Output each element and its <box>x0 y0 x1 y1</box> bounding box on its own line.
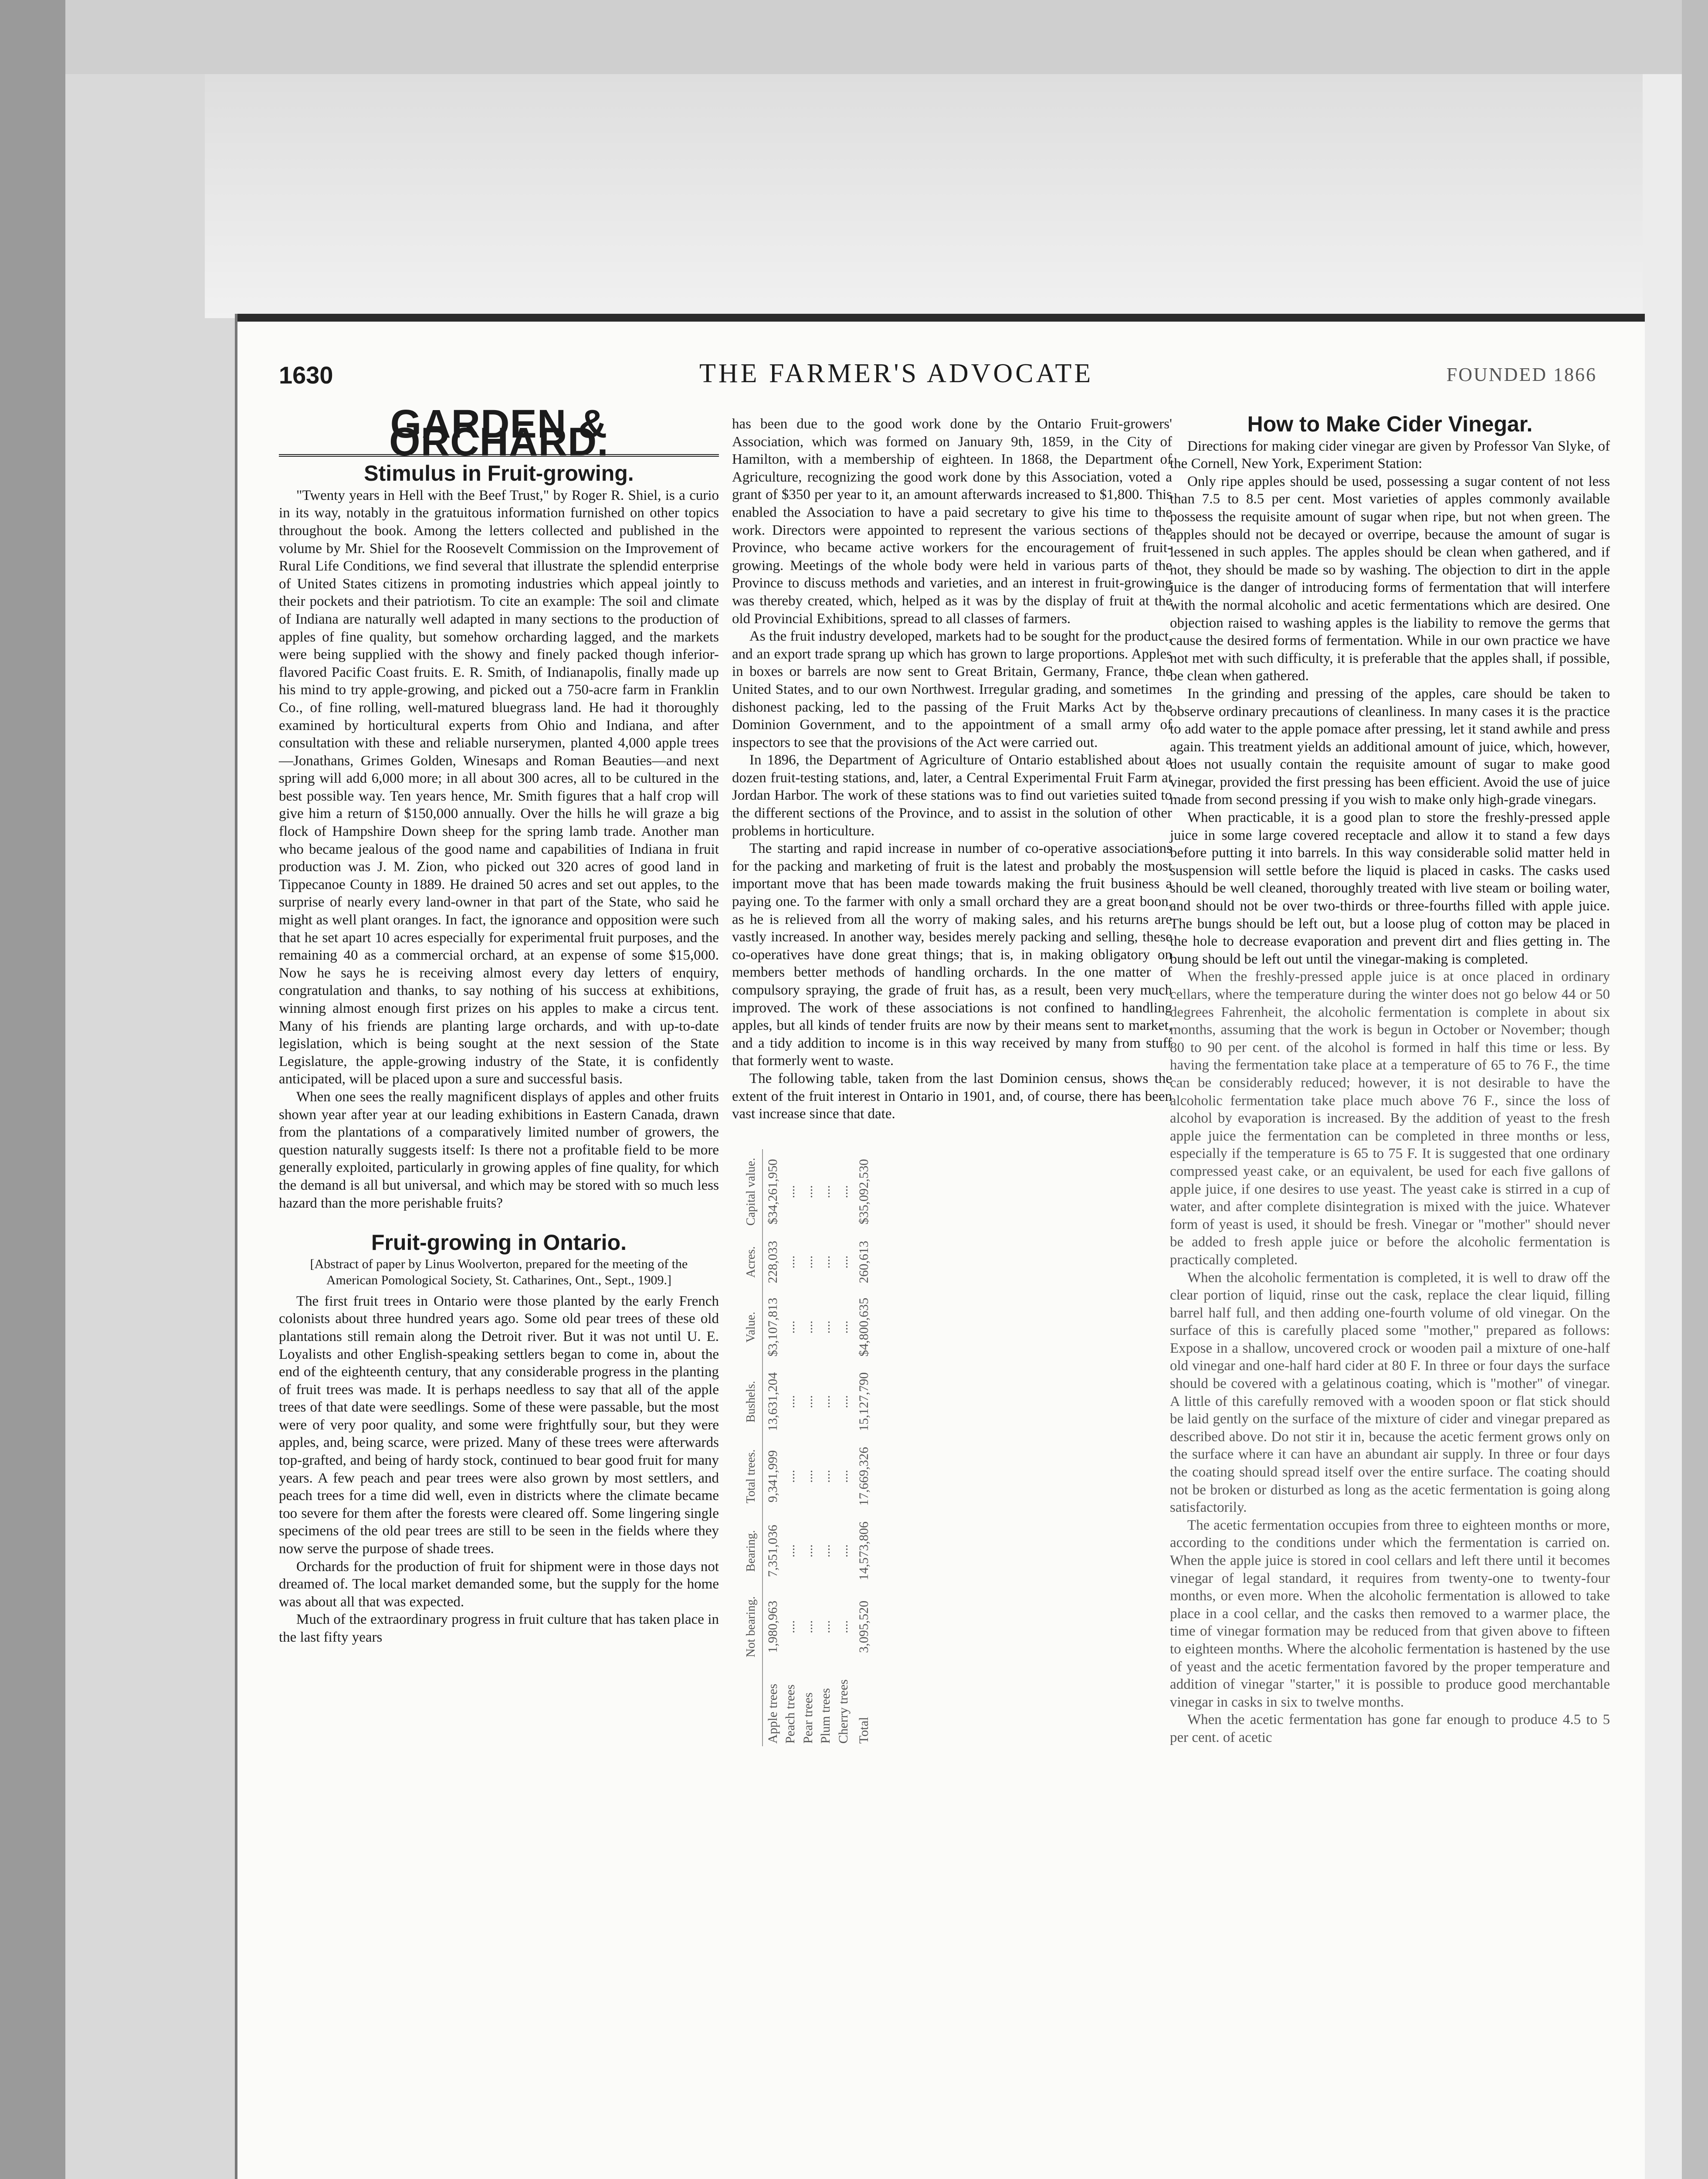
page-shadow <box>205 74 1643 318</box>
table-cell: 14,573,806 <box>856 1521 871 1581</box>
table-cell: $35,092,530 <box>856 1159 871 1225</box>
article-title-stimulus: Stimulus in Fruit-growing. <box>364 461 634 486</box>
article-paragraph: When the freshly-pressed apple juice is at once placed in ordinary cellars, where the temperature during the winter does not go below 44 or 50 degrees Fahrenheit, the alcoholic fermentation is complete in about six months, assuming that the work is begun in October or November; though 80 to 90 per cent. of the alcohol is formed in half this time or less. By having the fermentation take place at a temperature of 65 to 76 F., the time can be considerably reduced; however, it is not desirable to have the alcoholic fermentation take place much above 76 F., since the loss of alcohol by evaporation is increased. By the addition of yeast to the fresh apple juice the fermentation can be completed in three months or less, especially if the temperature is 65 to 75 F. It is suggested that one ordinary compressed yeast cake, or an equivalent, be used for each five gallons of apple juice, if one desires to use yeast. The yeast cake is stirred in a cup of water, and after complete disintegration is mixed with the juice. Whatever form of yeast is used, it should be fresh. Vinegar or "mother" should never be added to fresh apple juice or before the alcoholic fermentation is practically completed. <box>1170 969 1610 1268</box>
table-row <box>854 1149 874 1746</box>
table-header: Total trees. <box>741 1439 762 1514</box>
table-header <box>741 1665 762 1746</box>
masthead: THE FARMER'S ADVOCATE <box>699 359 1094 388</box>
table-header-row <box>741 1149 762 1746</box>
article-paragraph: When one sees the really magnificent displays of apples and other fruits shown year after year at our leading exhibitions in Eastern Canada, drawn from the plantations of a comparatively limited number of growers, the question naturally suggests itself: Is there not a profitable field to be more generally exploited, particularly in growing apples of fine quality, for which the demand is all but universal, and which may be stored with so much less hazard than the more perishable fruits? <box>279 1089 719 1211</box>
table-cell: Apple trees Peach trees Pear trees Plum trees Cherry trees <box>765 1679 851 1744</box>
table-header: Bearing. <box>741 1514 762 1588</box>
article-paragraph: Directions for making cider vinegar are given by Professor Van Slyke, of the Cornell, New York, Experiment Station: <box>1170 438 1610 472</box>
column-3 <box>1170 412 1610 1747</box>
article-title-ontario: Fruit-growing in Ontario. <box>371 1230 627 1255</box>
article-paragraph: When practicable, it is a good plan to store the freshly-pressed apple juice in some large covered receptacle and allow it to stand a few days before putting it into barrels. In this way considerable solid matter held in suspension will settle before the liquid is placed in casks. The casks used should be well cleaned, thoroughly treated with live steam or boiling water, and should not be over two-thirds or three-fourths filled with apple juice. The bungs should be left out, but a loose plug of cotton may be placed in the hole to decrease evaporation and prevent dirt and flies getting in. The bung should be left out until the vinegar-making is completed. <box>1170 810 1610 967</box>
table-cell: Total <box>856 1717 871 1744</box>
table-row <box>762 1149 854 1746</box>
census-table-area <box>732 1140 1172 1759</box>
article-paragraph: Only ripe apples should be used, possessing a sugar content of not less than 7.5 to 8.5 per cent. Most varieties of apples commonly available possess the requisite amount of sugar when ripe, but not when green. The apples should not be decayed or overripe, because the amount of sugar is lessened in such apples. The apples should be clean when gathered, and if not, they should be made so by washing. The objection to dirt in the apple juice is the danger of introducing forms of fermentation that will interfere with the normal alcoholic and acetic fermentations which are desired. One objection raised to washing apples is the liability to remove the germs that cause the desired forms of fermentation. While in our own practice we have not met with such difficulty, it is preferable that the apples shall, if possible, be clean when gathered. <box>1170 473 1610 684</box>
article-paragraph: In 1896, the Department of Agriculture of Ontario established about a dozen fruit-testing stations, and, later, a Central Experimental Fruit Farm at Jordan Harbor. The work of these stations was to find out varieties suited to the different sections of the Province, and to assist in the solution of other problems in horticulture. <box>732 752 1172 839</box>
table-header: Capital value. <box>741 1149 762 1234</box>
article-paragraph: The starting and rapid increase in number of co-operative associations for the packing and marketing of fruit is the latest and probably the most important move that has been made towards making the fruit business a paying one. To the farmer with only a small orchard they are a great boon, as he is relieved from all the worry of making sales, and his returns are vastly increased. In another way, besides merely packing and selling, these co-operatives have done great things; that is, in making obligatory on members better methods of handling orchards. In the one matter of compulsory spraying, the grade of fruit has, as a result, been very much improved. The work of these associations is not confined to handling apples, but all kinds of tender fruits are now by their means sent to market, and a tidy addition to income is in this way received by many from stuff that formerly went to waste. <box>732 841 1172 1069</box>
column-1 <box>279 402 719 1646</box>
table-cell: $3,107,813 .... .... .... .... <box>765 1297 851 1357</box>
page-number: 1630 <box>279 361 333 389</box>
article-paragraph: Much of the extraordinary progress in fruit culture that has taken place in the last fifty years <box>279 1612 719 1645</box>
table-cell: 228,033 .... .... .... .... <box>765 1240 851 1283</box>
article-paragraph: The following table, taken from the last Dominion census, shows the extent of the fruit interest in Ontario in 1901, and, of course, there has been vast increase since that date. <box>732 1070 1172 1122</box>
table-cell: 3,095,520 <box>856 1600 871 1653</box>
newspaper-page <box>237 314 1645 2179</box>
table-header: Acres. <box>741 1234 762 1290</box>
article-paragraph: The acetic fermentation occupies from three to eighteen months or more, according to the conditions under which the fermentation is carried on. When the apple juice is stored in cool cellars and left there until it becomes vinegar of legal standard, it requires from twenty-one to twenty-four months, or even more. When the alcoholic fermentation is allowed to take place in a cool cellar, and the casks then removed to a warmer place, the time of vinegar formation may be reduced from that given above to fifteen to eighteen months. Where the alcoholic fermentation is hastened by the use of yeast and the acetic fermentation favored by the proper temperature and addition of vinegar "starter," it is possible to produce good merchantable vinegar in casks in six to twelve months. <box>1170 1517 1610 1710</box>
founded-note: FOUNDED 1866 <box>1446 364 1597 385</box>
article-paragraph: When the acetic fermentation has gone far enough to produce 4.5 to 5 per cent. of acetic <box>1170 1712 1610 1745</box>
article-paragraph: In the grinding and pressing of the apples, care should be taken to observe ordinary precautions of cleanliness. In many cases it is the practice to add water to the apple pomace after pressing, let it stand awhile and press again. This treatment yields an additional amount of juice, which, however, does not usually contain the requisite amount of sugar to make good vinegar, provided the first pressing has been efficient. Avoid the use of juice made from second pressing if you wish to make only high-grade vinegars. <box>1170 686 1610 808</box>
article-paragraph: As the fruit industry developed, markets had to be sought for the product, and an export trade sprang up which has grown to large proportions. Apples in boxes or barrels are now sent to Great Britain, Germany, France, the United States, and to our own Northwest. Irregular grading, and sometimes dishonest packing, led to the passing of the Fruit Marks Act by the Dominion Government, and to the appointment of a small army of inspectors to see that the provisions of the Act were carried out. <box>732 628 1172 750</box>
table-cell: 17,669,326 <box>856 1446 871 1506</box>
table-cell: 13,631,204 .... .... .... .... <box>765 1372 851 1431</box>
census-table <box>741 1149 874 1746</box>
article-byline: [Abstract of paper by Linus Woolverton, prepared for the meeting of the American Pomological Society, St. Catharines, Ont., Sept., 1909.] <box>310 1256 688 1287</box>
table-header: Bushels. <box>741 1364 762 1439</box>
table-cell: 15,127,790 <box>856 1372 871 1431</box>
scan-top-margin <box>0 0 1708 74</box>
table-header: Value. <box>741 1290 762 1364</box>
article-title-vinegar: How to Make Cider Vinegar. <box>1247 412 1533 436</box>
article-paragraph: Orchards for the production of fruit for shipment were in those days not dreamed of. The local market demanded some, but the supply for the home was about all that was expected. <box>279 1558 719 1610</box>
table-cell: $34,261,950 .... .... .... .... <box>765 1159 851 1225</box>
article-paragraph: When the alcoholic fermentation is completed, it is well to draw off the clear portion of liquid, rinse out the cask, replace the clear liquid, filling barrel half full, and then adding one-fourth volume of old vinegar. On the surface of this is carefully placed some "mother," prepared as follows: Expose in a shallow, uncovered crock or wooden pail a mixture of one-half old vinegar and one-half hard cider at 80 F. In three or four days the surface should be covered with a gelatinous coating, which is "mother" of vinegar. A little of this carefully removed with a wooden spoon or flat stick should be laid gently on the surface of the mixture of cider and vinegar prepared as described above. Do not stir it in, because the acetic ferment grows only on the surface where it can have an abundant air supply. In three or four days the coating should spread itself over the entire surface. The coating should not be broken or disturbed as long as the acetic fermentation is going along satisfactorily. <box>1170 1269 1610 1516</box>
table-cell: 9,341,999 .... .... .... .... <box>765 1450 851 1503</box>
table-cell: $4,800,635 <box>856 1297 871 1357</box>
table-header: Not bearing. <box>741 1588 762 1665</box>
article-paragraph: The first fruit trees in Ontario were those planted by the early French colonists about three hundred years ago. Some old pear trees of these old plantations still remain along the Detroit river. But it was not until U. E. Loyalists and other English-speaking settlers began to come in, about the end of the eighteenth century, that any considerable progress in the planting of fruit trees was made. It is perhaps needless to say that all of the apple trees of that date were seedlings. Some of these were passable, but the most were of very poor quality, and some were frightfully sour, but they were apples, and, being scarce, were prized. Many of these trees were afterwards top-grafted, and being of hardy stock, continued to bear good fruit for many years. A few peach and pear trees were also grown by most settlers, and peach trees for a time did well, even in districts where the climate became too severe for them after the forests were cleared off. Some lingering single specimens of the old pear trees are still to be seen in the fields where they now serve the purpose of shade trees. <box>279 1293 719 1557</box>
scan-left-margin <box>0 0 65 2179</box>
table-cell: 7,351,036 .... .... .... .... <box>765 1524 851 1577</box>
table-cell: 260,613 <box>856 1240 871 1283</box>
article-paragraph: "Twenty years in Hell with the Beef Trust," by Roger R. Shiel, is a curio in its way, notably in the gratuitous information furnished on other topics throughout the book. Among the letters collected and published in the volume by Mr. Shiel for the Roosevelt Commission on the Improvement of Rural Life Conditions, we find several that illustrate the splendid enterprise of United States citizens in promoting industries which appeal jointly to their pockets and their patriotism. To cite an example: The soil and climate of Indiana are naturally well adapted in many sections to the production of apples of fine quality, but somehow orcharding lagged, and the markets were being supplied with the showy and finely packed though inferior-flavored Pacific Coast fruits. E. R. Smith, of Indianapolis, finally made up his mind to try apple-growing, and picked out a 750-acre farm in Franklin Co., of fine rolling, well-matured bluegrass land. He had it thoroughly examined by horticultural experts from Ohio and Indiana, and after consultation with these and reliable nurserymen, planted 4,000 apple trees—Jonathans, Grimes Golden, Winesaps and Roman Beauties—and next spring will add 6,000 more; in all about 300 acres, all to be cultured in the best possible way. Ten years hence, Mr. Smith figures that a half crop will give him a return of $150,000 annually. Over the hills he will graze a big flock of Hampshire Down sheep for the spring lamb trade. Another man who became jealous of the good name and capabilities of Indiana in fruit production was J. M. Zion, who picked out 320 acres of good land in Tippecanoe County in 1889. He drained 50 acres and set out apples, to the surprise of nearly every land-owner in that part of the State, who said he might as well plant oranges. In fact, the ignorance and opposition were such that he set apart 10 acres especially for experimental fruit purposes, and the remaining 40 as a commercial orchard, at an expense of some $15,000. Now he says he is receiving almost every day letters of enquiry, congratulation and thanks, to say nothing of his success at exhibitions, winning almost enough first prizes on his apples to make a circus tent. Many of his friends are planting large orchards, and with up-to-date legislation, which is being sought at the next session of the State Legislature, the apple-growing industry of the State, it is confidently anticipated, will be placed upon a sure and successful basis. <box>279 487 719 1087</box>
table-cell: 1,980,963 .... .... .... .... <box>765 1600 851 1653</box>
page-header <box>237 361 1645 400</box>
scan-right-margin <box>1682 0 1708 2179</box>
article-paragraph: has been due to the good work done by the Ontario Fruit-growers' Association, which was formed on January 9th, 1859, in the City of Hamilton, with a membership of eighteen. In 1868, the Department of Agriculture, recognizing the good work done by this Association, voted a grant of $350 per year to it, an amount afterwards increased to $1,800. This enabled the Association to have a paid secretary to give his time to the work. Directors were appointed to represent the various sections of the Province, who became active workers for the encouragement of fruit-growing. Meetings of the whole body were held in various parts of the Province to discuss methods and varieties, and an interest in fruit-growing was thereby created, which, helped as it was by the display of fruit at the old Provincial Exhibitions, spread to all classes of farmers. <box>732 416 1172 627</box>
column-2 <box>732 415 1172 1759</box>
section-title: GARDEN & ORCHARD. <box>279 415 719 457</box>
